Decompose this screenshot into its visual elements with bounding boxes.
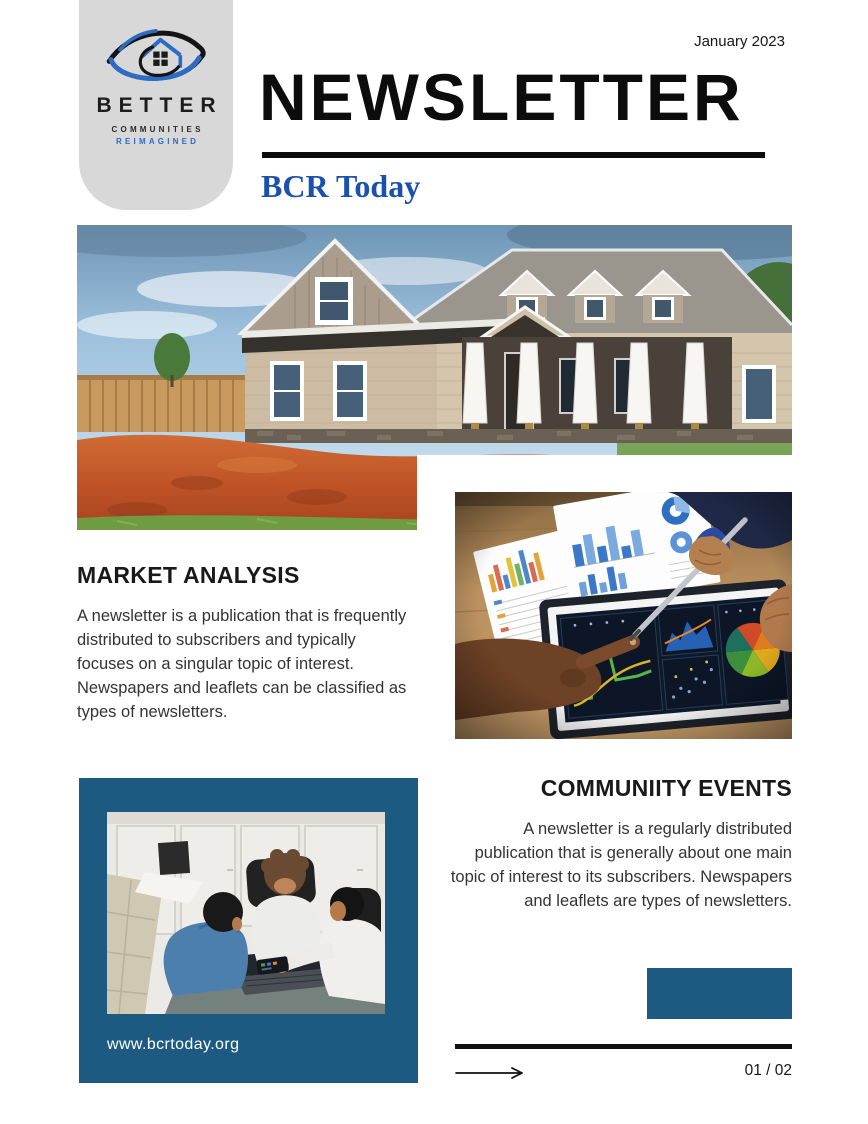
- team-card: [79, 778, 418, 1083]
- charts-photo: [455, 492, 792, 739]
- market-analysis-heading: MARKET ANALYSIS: [77, 562, 300, 588]
- community-events-heading: COMMUNIITY EVENTS: [540, 775, 792, 801]
- eye-house-icon: [97, 20, 215, 92]
- market-analysis-body: A newsletter is a publication that is frequently distributed to subscribers and typically focuses on a singular topic of interest. Newspapers and leaflets can be classified as types of newsletters.: [77, 607, 407, 722]
- logo-tagline-2: REIMAGINED: [116, 137, 200, 146]
- community-events-body: A newsletter is a regularly distributed publication that is generally about one main topic of interest to its subscribers. Newspapers and leaflets are types of newsletters.: [450, 820, 792, 910]
- issue-date: January 2023: [694, 33, 785, 50]
- website-link: www.bcrtoday.org: [107, 1036, 240, 1053]
- title-divider: [262, 152, 765, 158]
- logo-brand: BETTER: [96, 94, 223, 117]
- logo-tagline-1: COMMUNITIES: [111, 125, 204, 134]
- newsletter-subtitle: BCR Today: [261, 168, 421, 204]
- accent-rectangle: [647, 968, 792, 1019]
- logo-badge: [79, 0, 233, 210]
- team-photo: [107, 812, 385, 1014]
- arrow-right-icon: [455, 1066, 533, 1080]
- footer-divider: [455, 1044, 792, 1049]
- page-number: 01 / 02: [744, 1062, 792, 1079]
- newsletter-title: NEWSLETTER: [259, 60, 744, 134]
